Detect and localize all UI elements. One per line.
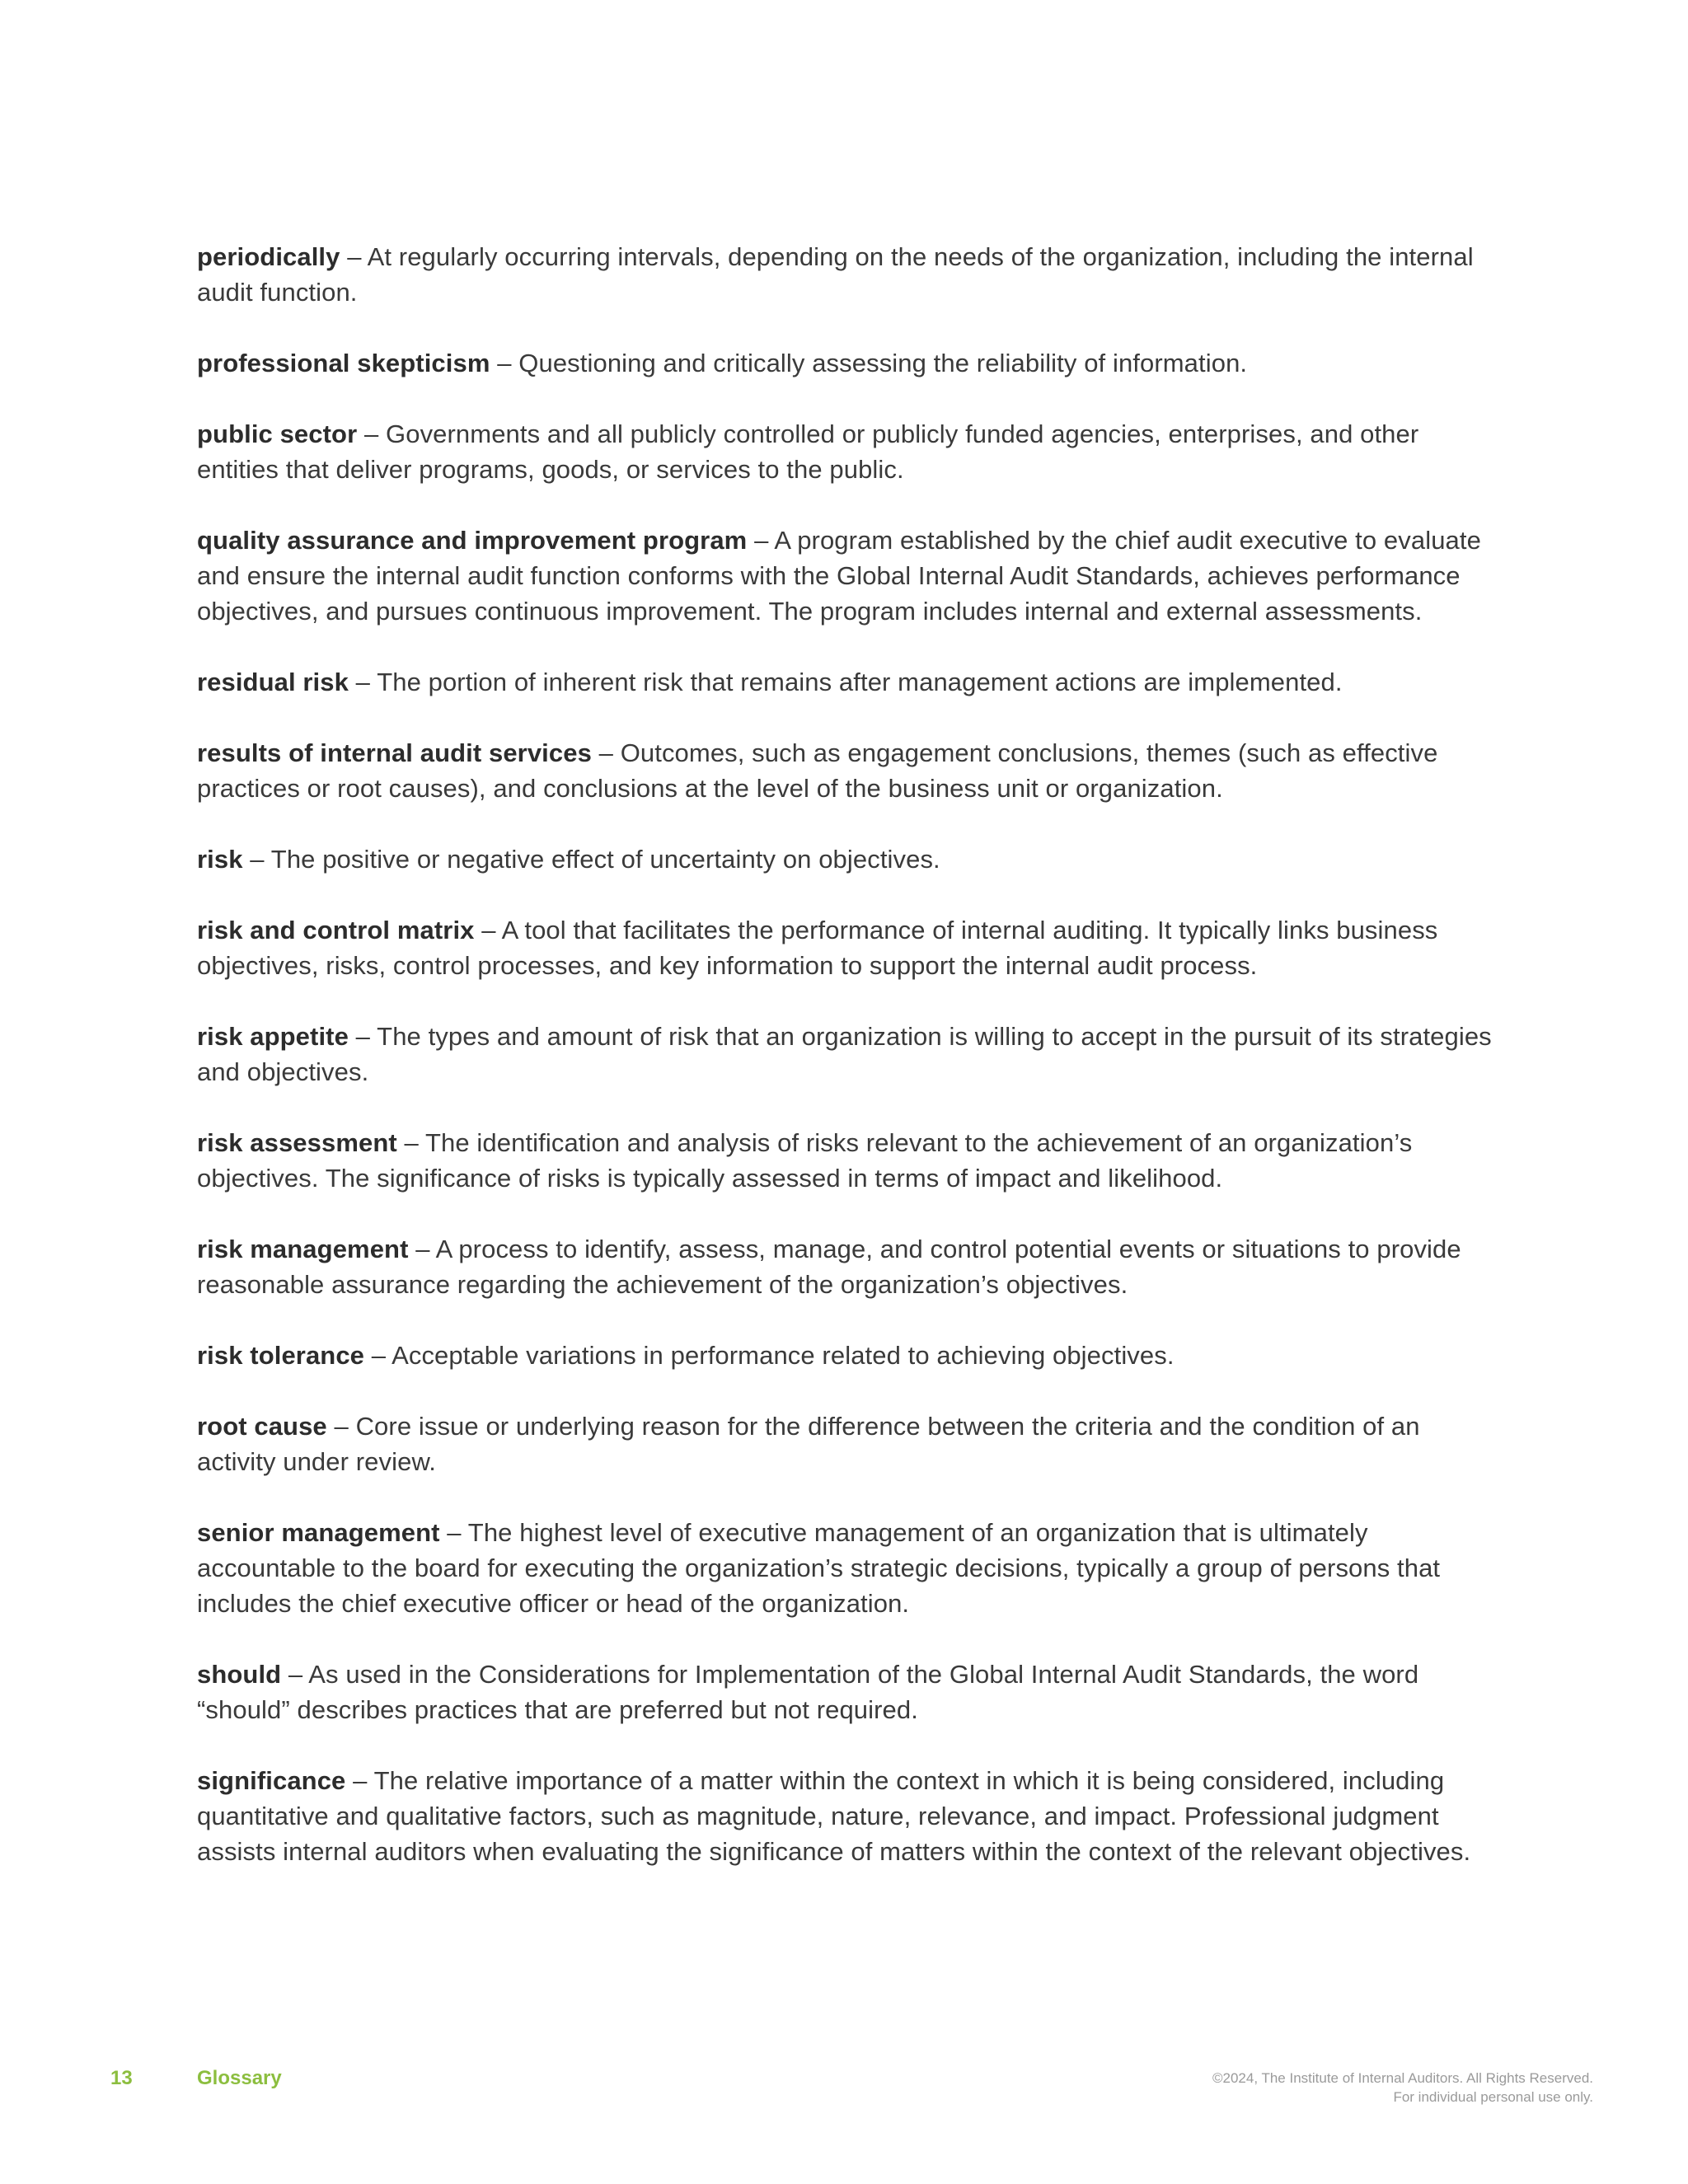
glossary-definition: As used in the Considerations for Implementation of the Global Internal Audit Standards, the word “should” describes practices that are preferred but not required. bbox=[197, 1660, 1419, 1724]
glossary-term: risk tolerance bbox=[197, 1341, 365, 1370]
glossary-definition: A process to identify, assess, manage, and control potential events or situations to provide reasonable assurance regarding the achievement of the organization’s objectives. bbox=[197, 1235, 1461, 1299]
glossary-definition: The positive or negative effect of uncertainty on objectives. bbox=[270, 845, 940, 874]
glossary-definition: Questioning and critically assessing the reliability of information. bbox=[518, 349, 1248, 377]
term-separator: – bbox=[474, 916, 502, 944]
glossary-entry bbox=[197, 841, 1499, 877]
glossary-definition: Outcomes, such as engagement conclusions, themes (such as effective practices or root causes), and conclusions at the level of the business unit or organization. bbox=[197, 738, 1438, 803]
glossary-term: senior management bbox=[197, 1518, 440, 1547]
glossary-entry bbox=[197, 345, 1499, 381]
glossary-entry bbox=[197, 239, 1499, 310]
glossary-entry bbox=[197, 1515, 1499, 1621]
term-separator: – bbox=[408, 1235, 436, 1263]
glossary-definition: Core issue or underlying reason for the difference between the criteria and the condition of an activity under review. bbox=[197, 1412, 1420, 1476]
glossary-entry bbox=[197, 1125, 1499, 1196]
glossary-definition: At regularly occurring intervals, depending on the needs of the organization, including the internal audit function. bbox=[197, 242, 1474, 307]
term-separator: – bbox=[345, 1766, 374, 1795]
glossary-term: quality assurance and improvement program bbox=[197, 526, 748, 555]
glossary-definition: A tool that facilitates the performance of internal auditing. It typically links business objectives, risks, control processes, and key information to support the internal audit process. bbox=[197, 916, 1438, 980]
term-separator: – bbox=[348, 668, 377, 696]
term-separator: – bbox=[281, 1660, 309, 1689]
glossary-entry bbox=[197, 1763, 1499, 1869]
usage-notice: For individual personal use only. bbox=[1393, 2089, 1593, 2105]
glossary-entry bbox=[197, 664, 1499, 700]
glossary-term: residual risk bbox=[197, 668, 349, 696]
glossary-definition: Governments and all publicly controlled or publicly funded agencies, enterprises, and other entities that deliver programs, goods, or services to the public. bbox=[197, 419, 1419, 484]
term-separator: – bbox=[591, 738, 621, 767]
glossary-definition: The portion of inherent risk that remains after management actions are implemented. bbox=[377, 668, 1343, 696]
term-separator: – bbox=[340, 242, 368, 271]
glossary-list bbox=[197, 239, 1499, 1905]
term-separator: – bbox=[364, 1341, 392, 1370]
glossary-entry bbox=[197, 1657, 1499, 1727]
page-number: 13 bbox=[110, 2067, 133, 2089]
glossary-definition: Acceptable variations in performance related to achieving objectives. bbox=[392, 1341, 1175, 1370]
glossary-term: periodically bbox=[197, 242, 340, 271]
glossary-entry bbox=[197, 1231, 1499, 1302]
glossary-entry bbox=[197, 416, 1499, 487]
glossary-term: risk and control matrix bbox=[197, 916, 475, 944]
term-separator: – bbox=[396, 1128, 425, 1157]
glossary-term: risk bbox=[197, 845, 243, 874]
glossary-entry bbox=[197, 1408, 1499, 1479]
term-separator: – bbox=[242, 845, 271, 874]
glossary-entry bbox=[197, 912, 1499, 983]
term-separator: – bbox=[357, 419, 387, 448]
glossary-term: public sector bbox=[197, 419, 358, 448]
term-separator: – bbox=[439, 1518, 468, 1547]
glossary-entry bbox=[197, 1338, 1499, 1373]
glossary-term: risk assessment bbox=[197, 1128, 397, 1157]
term-separator: – bbox=[326, 1412, 356, 1441]
glossary-definition: The identification and analysis of risks relevant to the achievement of an organization’s objectives. The significance of risks is typically assessed in terms of impact and likelihood. bbox=[197, 1128, 1413, 1193]
term-separator: – bbox=[348, 1022, 377, 1051]
section-title: Glossary bbox=[197, 2067, 282, 2089]
glossary-term: significance bbox=[197, 1766, 346, 1795]
glossary-definition: The types and amount of risk that an organization is willing to accept in the pursuit of its strategies and objectives. bbox=[197, 1022, 1492, 1086]
glossary-entry bbox=[197, 735, 1499, 806]
glossary-term: risk management bbox=[197, 1235, 409, 1263]
glossary-entry bbox=[197, 523, 1499, 629]
glossary-term: results of internal audit services bbox=[197, 738, 592, 767]
copyright-notice bbox=[1212, 2069, 1593, 2107]
term-separator: – bbox=[490, 349, 519, 377]
glossary-definition: The highest level of executive management of an organization that is ultimately accountable to the board for executing the organization’s strategic decisions, typically a group of persons that includes the chief executive officer or head of the organization. bbox=[197, 1518, 1441, 1618]
term-separator: – bbox=[747, 526, 775, 555]
glossary-definition: A program established by the chief audit executive to evaluate and ensure the internal audit function conforms with the Global Internal Audit Standards, achieves performance objectives, and pursues continuous improvement. The program includes internal and external assessments. bbox=[197, 526, 1481, 626]
glossary-term: root cause bbox=[197, 1412, 327, 1441]
glossary-term: should bbox=[197, 1660, 282, 1689]
glossary-term: risk appetite bbox=[197, 1022, 349, 1051]
glossary-term: professional skepticism bbox=[197, 349, 490, 377]
copyright-line: ©2024, The Institute of Internal Auditors. All Rights Reserved. bbox=[1212, 2070, 1593, 2086]
glossary-definition: The relative importance of a matter within the context in which it is being considered, including quantitative and qualitative factors, such as magnitude, nature, relevance, and impact. Professional judgment assists internal auditors when evaluating the significance of matters within the context of the relevant objectives. bbox=[197, 1766, 1471, 1866]
glossary-entry bbox=[197, 1019, 1499, 1090]
